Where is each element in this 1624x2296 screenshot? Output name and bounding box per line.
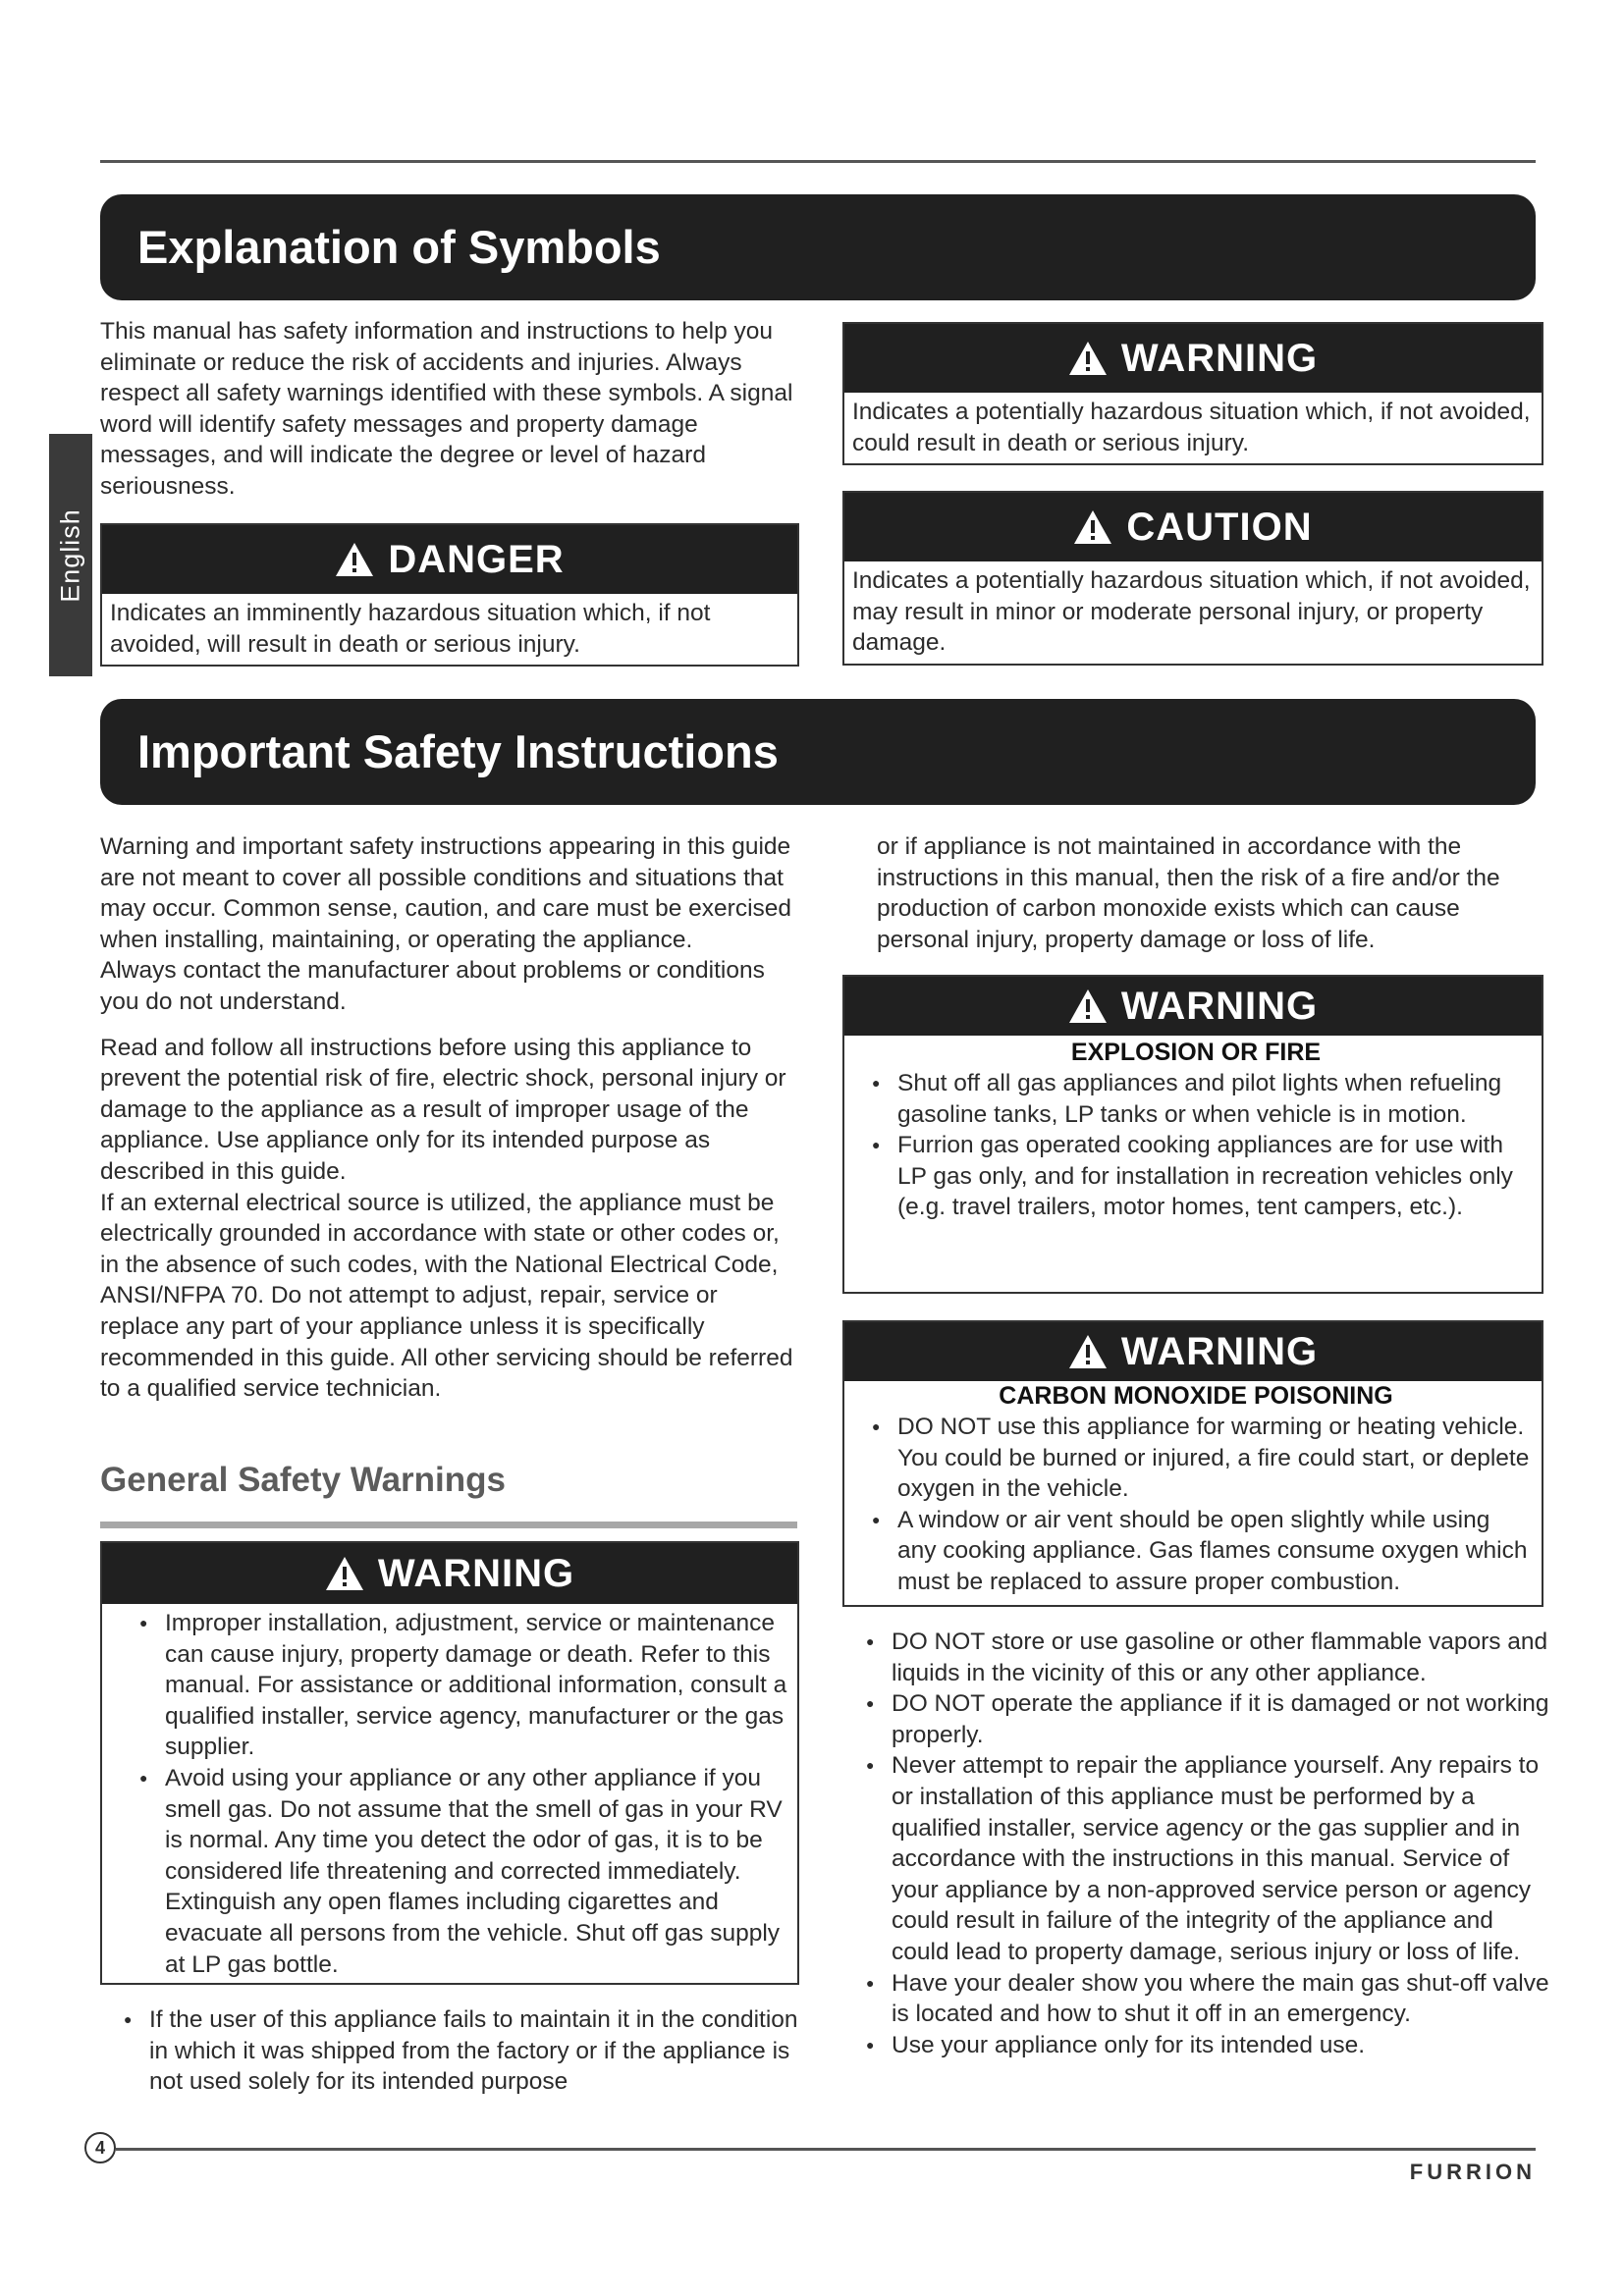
section-rule [100,1522,797,1528]
language-tab-label: English [55,507,85,603]
intro-paragraph [100,316,797,503]
warning-header [844,324,1542,393]
general-safety-heading: General Safety Warnings [100,1461,506,1499]
intro-text: This manual has safety information and instructions to help you eliminate or reduce the risk of accidents and injuries. Always respect all safety warnings identified with these symbols. A signal word will identify safety messages and property damage messages, and will indicate the degree or level of hazard seriousness. [100,318,793,500]
list-item: ● Avoid using your appliance or any other appliance if you smell gas. Do not assume that the smell of gas in your RV is normal. Any time you detect the odor of gas, it is to be considered life threatening and corrected immediately. Extinguish any open flames including cigarettes and evacuate all persons from the vehicle. Shut off gas supply at LP gas bottle. [128,1763,787,1980]
general-warning-body [102,1604,797,1980]
left-intro-text [100,831,797,1405]
caution-box [842,491,1543,666]
list-item: ● If the user of this appliance fails to maintain it in the condition in which it was shipped from the factory or if the appliance is not used solely for its intended purpose [112,2004,799,2098]
bottom-rule [116,2148,1536,2151]
caution-heading: CAUTION [1126,505,1313,549]
general-warning-header [102,1543,797,1604]
paragraph: Read and follow all instructions before using this appliance to prevent the potential risk of fire, electric shock, personal injury or damage to the appliance as a result of improper usage of the appliance. Use appliance only for its intended purpose as described in this guide. [100,1034,786,1185]
list-item: ● Improper installation, adjustment, service or maintenance can cause injury, property damage or death. Refer to this manual. For assistance or additional information, consult a qualified installer, service agency, manufacturer or the gas supplier. [128,1608,787,1763]
danger-box [100,523,799,667]
list-item: ● DO NOT store or use gasoline or other flammable vapors and liquids in the vicinity of this or any other appliance. [854,1627,1553,1688]
co-subheading: CARBON MONOXIDE POISONING [999,1382,1393,1410]
warning-triangle-icon [1068,1334,1108,1369]
warning-triangle-icon [1073,509,1112,545]
caution-text: Indicates a potentially hazardous situation which, if not avoided, may result in minor or moderate personal injury, or property damage. [852,567,1531,657]
left-bottom-list [112,2004,799,2098]
co-warning-header [844,1322,1542,1381]
page-number: 4 [84,2132,116,2163]
warning-definition-box [842,322,1543,465]
warning-triangle-icon [1068,341,1108,376]
explosion-subheading: EXPLOSION OR FIRE [1070,1039,1322,1066]
danger-heading: DANGER [388,537,565,581]
general-warning-heading: WARNING [377,1551,575,1595]
general-warning-box [100,1541,799,1985]
right-continuation-text [877,831,1544,955]
list-item: ● Never attempt to repair the appliance yourself. Any repairs to or installation of this appliance must be performed by a qualified installer, service agency or the gas supplier and in accordance with the instructions in this manual. Service of your appliance by a non-approved service person or agency could result in failure of the integrity of the appliance and could lead to property damage, serious injury or loss of life. [854,1750,1553,1967]
paragraph: Always contact the manufacturer about problems or conditions you do not understand. [100,957,765,1015]
co-warning-body [844,1381,1542,1598]
danger-text: Indicates an imminently hazardous situation which, if not avoided, will result in death or serious injury. [110,600,711,658]
list-item: ● DO NOT use this appliance for warming or heating vehicle. You could be burned or injured, a fire could start, or deplete oxygen in the vehicle. [860,1412,1532,1505]
carbon-monoxide-warning-box [842,1320,1543,1607]
language-tab [49,434,92,676]
explosion-warning-body [844,1036,1542,1223]
explosion-warning-heading: WARNING [1120,984,1319,1028]
list-item: ● Use your appliance only for its intended use. [854,2030,1553,2061]
top-rule [100,160,1536,163]
list-item: ● Have your dealer show you where the main gas shut-off valve is located and how to shut it off in an emergency. [854,1968,1553,2030]
paragraph: If an external electrical source is utilized, the appliance must be electrically grounded in accordance with state or other codes or, in the absence of such codes, with the National Electrical Code, ANSI/NFPA 70. Do not attempt to adjust, repair, service or replace any part of your appliance unless it is specifically recommended in this guide. All other servicing should be referred to a qualified service technician. [100,1189,793,1403]
list-item: ● Shut off all gas appliances and pilot lights when refueling gasoline tanks, LP tanks or when vehicle is in motion. [860,1068,1532,1130]
explosion-warning-box [842,975,1543,1294]
banner-explanation-of-symbols: Explanation of Symbols [100,194,1536,300]
warning-heading: WARNING [1120,336,1319,380]
list-item: ● DO NOT operate the appliance if it is damaged or not working properly. [854,1688,1553,1750]
banner-important-safety-instructions: Important Safety Instructions [100,699,1536,805]
list-item: ● A window or air vent should be open slightly while using any cooking appliance. Gas flames consume oxygen which must be replaced to assure proper combustion. [860,1505,1532,1598]
right-bullet-list [854,1627,1553,2060]
paragraph: Warning and important safety instructions appearing in this guide are not meant to cover all possible conditions and situations that may occur. Common sense, caution, and care must be exercised when installing, maintaining, or operating the appliance. [100,833,792,953]
list-item: ● Furrion gas operated cooking appliances are for use with LP gas only, and for installation in recreation vehicles only (e.g. travel trailers, motor homes, tent campers, etc.). [860,1130,1532,1223]
warning-triangle-icon [335,542,374,577]
co-warning-heading: WARNING [1120,1329,1319,1373]
explosion-warning-header [844,977,1542,1036]
warning-triangle-icon [1068,988,1108,1024]
paragraph: or if appliance is not maintained in accordance with the instructions in this manual, then the risk of a fire and/or the production of carbon monoxide exists which can cause personal injury, property damage or loss of life. [877,833,1500,953]
brand-logo: FURRION [1409,2160,1536,2184]
danger-header [102,525,797,594]
warning-triangle-icon [325,1556,364,1591]
caution-header [844,493,1542,561]
warning-text: Indicates a potentially hazardous situation which, if not avoided, could result in death or serious injury. [852,399,1531,456]
